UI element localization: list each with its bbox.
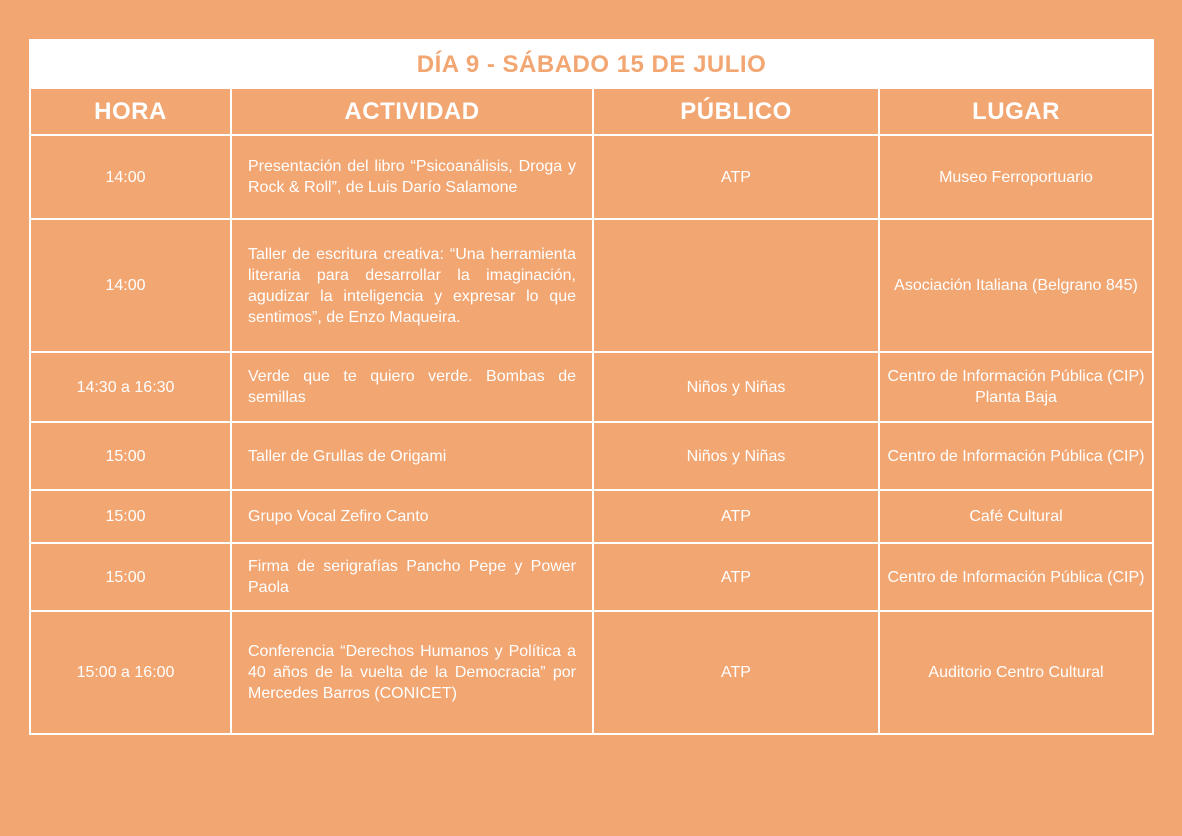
- header-lugar: LUGAR: [879, 89, 1152, 135]
- table-row: [31, 135, 1152, 219]
- header-hora: HORA: [31, 89, 231, 135]
- cell-publico: ATP: [593, 543, 879, 611]
- table-row: [31, 422, 1152, 490]
- cell-lugar: Asociación Italiana (Belgrano 845): [879, 219, 1152, 352]
- header-actividad: ACTIVIDAD: [231, 89, 593, 135]
- cell-lugar: Café Cultural: [879, 490, 1152, 543]
- table-row: [31, 490, 1152, 543]
- cell-hora: 14:30 a 16:30: [31, 352, 231, 422]
- header-publico: PÚBLICO: [593, 89, 879, 135]
- schedule-sheet: [29, 39, 1154, 735]
- table-row: [31, 611, 1152, 733]
- cell-hora: 14:00: [31, 219, 231, 352]
- table-row: [31, 543, 1152, 611]
- cell-actividad: Taller de escritura creativa: “Una herramienta literaria para desarrollar la imaginación, agudizar la inteligencia y expresar lo que sentimos”, de Enzo Maqueira.: [231, 219, 593, 352]
- cell-hora: 15:00: [31, 422, 231, 490]
- table-row: [31, 352, 1152, 422]
- cell-publico: Niños y Niñas: [593, 422, 879, 490]
- cell-actividad: Taller de Grullas de Origami: [231, 422, 593, 490]
- cell-actividad: Verde que te quiero verde. Bombas de semillas: [231, 352, 593, 422]
- cell-hora: 15:00: [31, 543, 231, 611]
- cell-publico: ATP: [593, 490, 879, 543]
- cell-actividad: Conferencia “Derechos Humanos y Política a 40 años de la vuelta de la Democracia” por Mercedes Barros (CONICET): [231, 611, 593, 733]
- cell-lugar: Auditorio Centro Cultural: [879, 611, 1152, 733]
- cell-lugar: Museo Ferroportuario: [879, 135, 1152, 219]
- cell-lugar: Centro de Información Pública (CIP): [879, 543, 1152, 611]
- cell-publico: ATP: [593, 611, 879, 733]
- cell-hora: 15:00 a 16:00: [31, 611, 231, 733]
- cell-actividad: Firma de serigrafías Pancho Pepe y Power Paola: [231, 543, 593, 611]
- day-title: DÍA 9 - SÁBADO 15 DE JULIO: [31, 41, 1152, 89]
- cell-actividad: Presentación del libro “Psicoanálisis, Droga y Rock & Roll”, de Luis Darío Salamone: [231, 135, 593, 219]
- cell-lugar: Centro de Información Pública (CIP) Planta Baja: [879, 352, 1152, 422]
- cell-lugar: Centro de Información Pública (CIP): [879, 422, 1152, 490]
- cell-actividad: Grupo Vocal Zefiro Canto: [231, 490, 593, 543]
- cell-hora: 14:00: [31, 135, 231, 219]
- schedule-table: [31, 89, 1152, 733]
- cell-publico: ATP: [593, 135, 879, 219]
- cell-publico: [593, 219, 879, 352]
- cell-publico: Niños y Niñas: [593, 352, 879, 422]
- cell-hora: 15:00: [31, 490, 231, 543]
- table-row: [31, 219, 1152, 352]
- header-row: [31, 89, 1152, 135]
